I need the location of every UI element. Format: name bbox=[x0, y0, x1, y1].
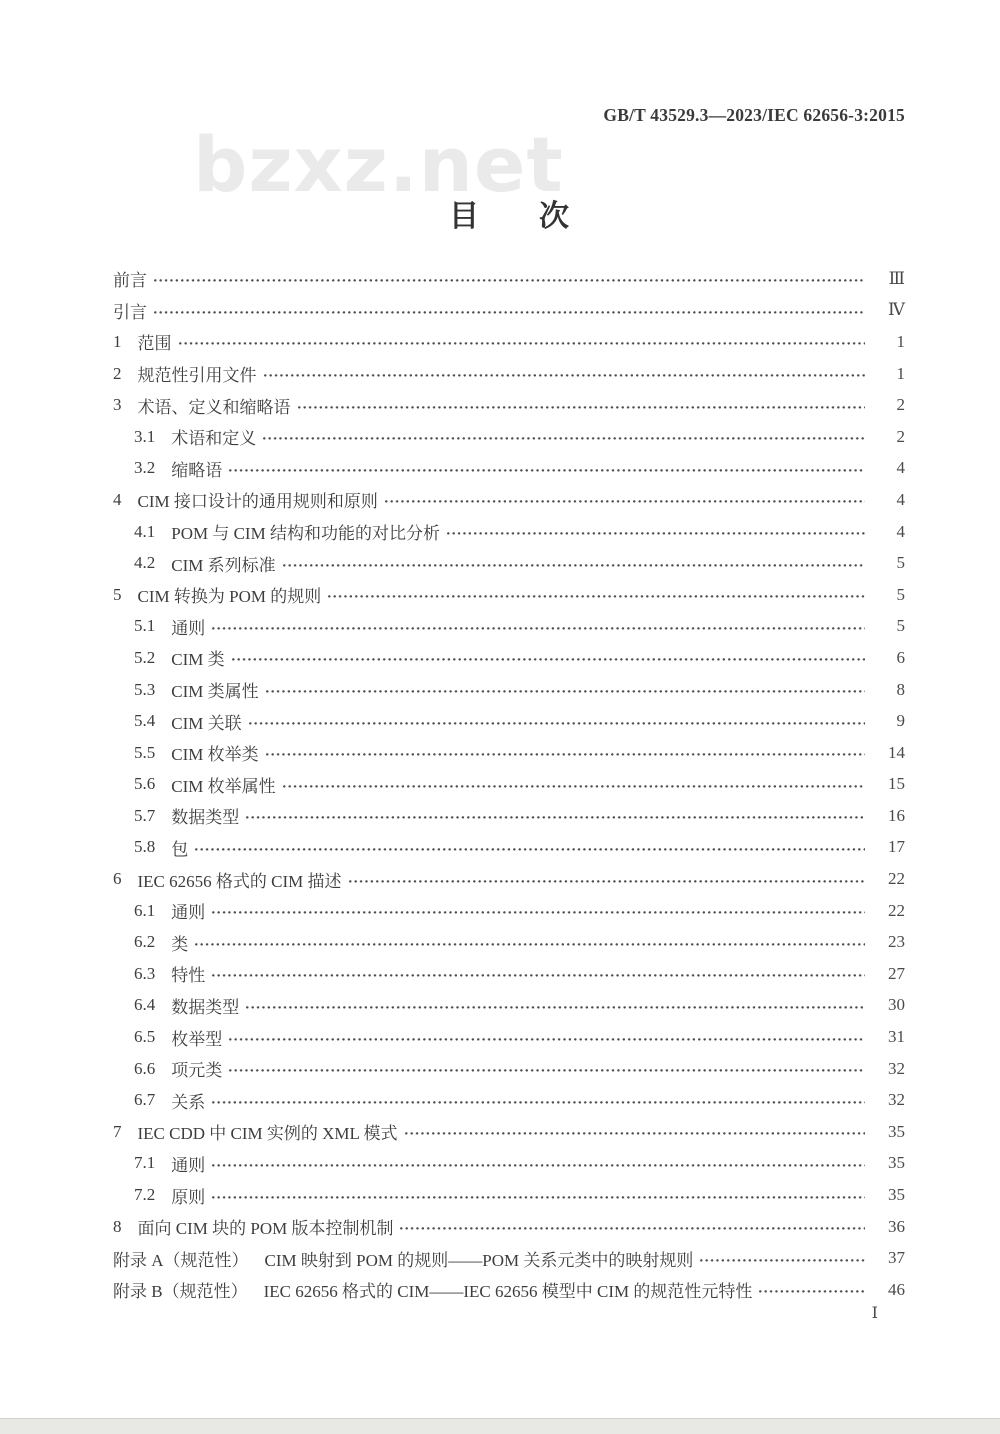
toc-entry-label: 通则 bbox=[171, 1155, 206, 1175]
toc-entry bbox=[113, 326, 905, 358]
scan-bottom-edge bbox=[0, 1418, 1000, 1434]
toc-entry-label: 术语和定义 bbox=[171, 429, 257, 449]
toc-entry bbox=[113, 674, 905, 706]
toc-entry-number: 附录 B（规范性） bbox=[113, 1282, 248, 1302]
toc-entry-page: Ⅳ bbox=[888, 300, 905, 320]
toc-entry-number: 7.1 bbox=[134, 1153, 156, 1173]
toc-entry bbox=[113, 611, 905, 643]
toc-entry bbox=[113, 1053, 905, 1085]
toc-entry bbox=[113, 769, 905, 801]
toc-entry-label: 前言 bbox=[113, 271, 147, 291]
toc-entry-page: 22 bbox=[888, 900, 905, 920]
toc-entry-label: 特性 bbox=[171, 966, 206, 986]
toc-entry-number: 6.4 bbox=[134, 995, 156, 1015]
toc-entry-number: 2 bbox=[113, 363, 122, 383]
toc-entry bbox=[113, 1148, 905, 1180]
toc-entry-number: 5 bbox=[113, 584, 122, 604]
toc-entry bbox=[113, 547, 905, 579]
toc-entry-number: 4.1 bbox=[134, 521, 156, 541]
dot-leader bbox=[212, 974, 865, 977]
page-number: Ⅰ bbox=[871, 1305, 878, 1322]
toc-entry bbox=[113, 958, 905, 990]
toc-entry-page: 6 bbox=[896, 647, 905, 667]
page-title: 目 次 bbox=[449, 200, 569, 233]
toc-entry-label: POM 与 CIM 结构和功能的对比分析 bbox=[171, 524, 440, 544]
toc-entry bbox=[113, 263, 905, 295]
dot-leader bbox=[447, 532, 865, 535]
dot-leader bbox=[232, 658, 865, 661]
dot-leader bbox=[212, 1196, 865, 1199]
toc-entry-page: 4 bbox=[896, 489, 905, 509]
toc-entry bbox=[113, 1116, 905, 1148]
toc-entry-page: 16 bbox=[888, 805, 905, 825]
toc-entry-page: 1 bbox=[896, 331, 905, 351]
dot-leader bbox=[283, 564, 865, 567]
toc-entry-page: 35 bbox=[888, 1153, 905, 1173]
dot-leader bbox=[349, 880, 866, 883]
toc-entry-number: 6.2 bbox=[134, 932, 156, 952]
toc-entry-number: 5.1 bbox=[134, 616, 156, 636]
toc-entry-label: CIM 类属性 bbox=[171, 682, 259, 702]
toc-entry-label: 包 bbox=[171, 839, 189, 859]
dot-leader bbox=[154, 311, 865, 314]
toc-entry bbox=[113, 800, 905, 832]
toc-entry-label: 数据类型 bbox=[171, 808, 240, 828]
toc-entry-number: 6.3 bbox=[134, 963, 156, 983]
toc-entry-number: 6.6 bbox=[134, 1058, 156, 1078]
toc-entry-page: 15 bbox=[888, 774, 905, 794]
dot-leader bbox=[229, 469, 865, 472]
toc-entry-page: 17 bbox=[888, 837, 905, 857]
toc-entry-number: 3.1 bbox=[134, 426, 156, 446]
toc-entry-page: 31 bbox=[888, 1027, 905, 1047]
toc-entry bbox=[113, 990, 905, 1022]
table-of-contents bbox=[113, 263, 905, 1306]
toc-entry-page: 8 bbox=[896, 679, 905, 699]
toc-entry-page: 46 bbox=[888, 1279, 905, 1299]
toc-entry-label: CIM 关联 bbox=[171, 713, 242, 733]
toc-entry-page: 5 bbox=[896, 553, 905, 573]
toc-entry bbox=[113, 516, 905, 548]
toc-entry-page: 32 bbox=[888, 1090, 905, 1110]
dot-leader bbox=[212, 1164, 865, 1167]
dot-leader bbox=[385, 500, 865, 503]
toc-entry bbox=[113, 1021, 905, 1053]
toc-entry-page: 5 bbox=[896, 616, 905, 636]
toc-entry-label: IEC 62656 格式的 CIM 描述 bbox=[137, 871, 342, 891]
dot-leader bbox=[700, 1259, 865, 1262]
dot-leader bbox=[212, 627, 865, 630]
toc-entry-label: 范围 bbox=[137, 334, 172, 354]
toc-entry-page: 36 bbox=[888, 1216, 905, 1236]
toc-entry bbox=[113, 1084, 905, 1116]
toc-entry-page: 2 bbox=[896, 426, 905, 446]
toc-entry-number: 6.1 bbox=[134, 900, 156, 920]
toc-entry-number: 5.4 bbox=[134, 711, 156, 731]
dot-leader bbox=[195, 943, 865, 946]
toc-entry bbox=[113, 642, 905, 674]
toc-entry bbox=[113, 484, 905, 516]
toc-entry-number: 5.3 bbox=[134, 679, 156, 699]
dot-leader bbox=[266, 753, 865, 756]
toc-entry-page: 37 bbox=[888, 1248, 905, 1268]
dot-leader bbox=[229, 1038, 865, 1041]
toc-entry-number: 6.7 bbox=[134, 1090, 156, 1110]
toc-entry-label: CIM 接口设计的通用规则和原则 bbox=[137, 492, 378, 512]
toc-entry-page: 9 bbox=[896, 711, 905, 731]
dot-leader bbox=[263, 437, 865, 440]
toc-entry-number: 1 bbox=[113, 331, 122, 351]
toc-entry-page: 4 bbox=[896, 521, 905, 541]
toc-entry-label: 术语、定义和缩略语 bbox=[137, 397, 291, 417]
toc-entry-number: 3.2 bbox=[134, 458, 156, 478]
toc-entry-page: 35 bbox=[888, 1121, 905, 1141]
toc-entry-label: CIM 类 bbox=[171, 650, 225, 670]
toc-entry-number: 6.5 bbox=[134, 1027, 156, 1047]
toc-entry-label: CIM 枚举类 bbox=[171, 745, 259, 765]
toc-entry-label: 项元类 bbox=[171, 1061, 223, 1081]
dot-leader bbox=[759, 1290, 865, 1293]
toc-entry-number: 3 bbox=[113, 395, 122, 415]
toc-entry bbox=[113, 863, 905, 895]
dot-leader bbox=[264, 374, 866, 377]
toc-entry-page: 14 bbox=[888, 742, 905, 762]
toc-entry bbox=[113, 453, 905, 485]
toc-entry-page: 2 bbox=[896, 395, 905, 415]
toc-entry-page: 5 bbox=[896, 584, 905, 604]
toc-entry-label: CIM 系列标准 bbox=[171, 555, 276, 575]
toc-entry-label: 关系 bbox=[171, 1092, 206, 1112]
toc-entry-label: CIM 映射到 POM 的规则——POM 关系元类中的映射规则 bbox=[264, 1250, 694, 1270]
toc-entry-label: 通则 bbox=[171, 903, 206, 923]
toc-entry-label: 枚举型 bbox=[171, 1029, 223, 1049]
toc-entry bbox=[113, 421, 905, 453]
toc-entry-label: 面向 CIM 块的 POM 版本控制机制 bbox=[137, 1219, 394, 1239]
toc-entry-label: IEC CDD 中 CIM 实例的 XML 模式 bbox=[137, 1124, 398, 1144]
toc-entry bbox=[113, 895, 905, 927]
toc-entry-number: 4 bbox=[113, 489, 122, 509]
toc-entry bbox=[113, 705, 905, 737]
dot-leader bbox=[154, 279, 865, 282]
toc-entry-page: 32 bbox=[888, 1058, 905, 1078]
toc-entry-page: 35 bbox=[888, 1185, 905, 1205]
toc-entry-label: 数据类型 bbox=[171, 997, 240, 1017]
toc-entry bbox=[113, 737, 905, 769]
dot-leader bbox=[266, 690, 865, 693]
dot-leader bbox=[249, 722, 865, 725]
toc-entry bbox=[113, 1274, 905, 1306]
toc-entry bbox=[113, 1242, 905, 1274]
toc-entry-page: 27 bbox=[888, 963, 905, 983]
toc-entry-number: 7 bbox=[113, 1121, 122, 1141]
toc-entry bbox=[113, 1179, 905, 1211]
toc-entry-page: Ⅲ bbox=[888, 268, 905, 288]
toc-entry-label: 原则 bbox=[171, 1187, 206, 1207]
toc-entry-number: 8 bbox=[113, 1216, 122, 1236]
toc-entry bbox=[113, 389, 905, 421]
toc-entry-number: 5.2 bbox=[134, 647, 156, 667]
toc-entry-label: 类 bbox=[171, 934, 189, 954]
toc-entry-number: 附录 A（规范性） bbox=[113, 1250, 249, 1270]
toc-entry-page: 23 bbox=[888, 932, 905, 952]
dot-leader bbox=[298, 406, 866, 409]
toc-entry-label: 引言 bbox=[113, 302, 147, 322]
dot-leader bbox=[246, 816, 865, 819]
toc-entry bbox=[113, 579, 905, 611]
standard-code-header: GB/T 43529.3—2023/IEC 62656-3:2015 bbox=[603, 105, 905, 125]
dot-leader bbox=[283, 785, 865, 788]
dot-leader bbox=[212, 911, 865, 914]
toc-entry-page: 30 bbox=[888, 995, 905, 1015]
dot-leader bbox=[405, 1132, 865, 1135]
toc-entry-number: 4.2 bbox=[134, 553, 156, 573]
watermark: bzxz.net bbox=[193, 120, 564, 209]
dot-leader bbox=[400, 1227, 865, 1230]
dot-leader bbox=[328, 595, 865, 598]
toc-entry-label: 通则 bbox=[171, 618, 206, 638]
toc-entry-label: CIM 转换为 POM 的规则 bbox=[137, 587, 322, 607]
toc-entry-number: 5.8 bbox=[134, 837, 156, 857]
dot-leader bbox=[195, 848, 865, 851]
dot-leader bbox=[229, 1069, 865, 1072]
toc-entry-number: 6 bbox=[113, 869, 122, 889]
dot-leader bbox=[246, 1006, 865, 1009]
dot-leader bbox=[179, 342, 866, 345]
toc-entry bbox=[113, 926, 905, 958]
toc-entry-page: 1 bbox=[896, 363, 905, 383]
toc-entry-label: CIM 枚举属性 bbox=[171, 776, 276, 796]
toc-entry-number: 5.5 bbox=[134, 742, 156, 762]
toc-entry-number: 7.2 bbox=[134, 1185, 156, 1205]
toc-entry bbox=[113, 1211, 905, 1243]
toc-entry-label: 规范性引用文件 bbox=[137, 366, 257, 386]
toc-entry bbox=[113, 295, 905, 327]
toc-entry bbox=[113, 358, 905, 390]
toc-entry-label: 缩略语 bbox=[171, 460, 223, 480]
toc-entry-label: IEC 62656 格式的 CIM——IEC 62656 模型中 CIM 的规范性元特性 bbox=[263, 1282, 753, 1302]
dot-leader bbox=[212, 1101, 865, 1104]
toc-entry-number: 5.7 bbox=[134, 805, 156, 825]
toc-entry-number: 5.6 bbox=[134, 774, 156, 794]
toc-entry-page: 4 bbox=[896, 458, 905, 478]
toc-entry bbox=[113, 832, 905, 864]
toc-entry-page: 22 bbox=[888, 869, 905, 889]
